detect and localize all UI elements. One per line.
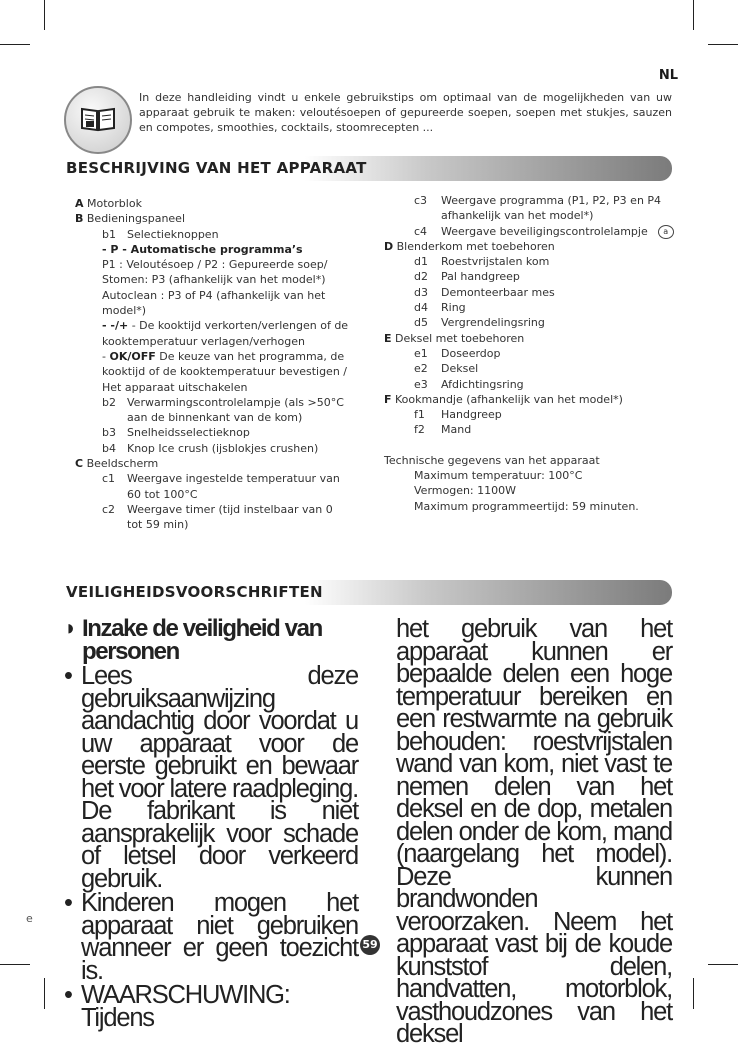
list-item: e3 Afdichtingsring (414, 377, 524, 391)
list-item: - -/+ - De kooktijd verkorten/verlengen of de kooktemperatuur verlagen/verhogen (102, 319, 349, 348)
list-item: E Deksel met toebehoren (384, 331, 525, 345)
section-title: VEILIGHEIDSVOORSCHRIFTEN (66, 583, 323, 601)
list-item: D Blenderkom met toebehoren (384, 239, 555, 253)
crop-mark (0, 44, 30, 45)
list-item: c3 Weergave programma (P1, P2, P3 en P4 afhankelijk van het model*) (414, 194, 662, 223)
list-item: - P - Automatische programma’s (102, 242, 303, 256)
list-item: b2 Verwarmingscontrolelampje (als >50°C aan de binnenkant van de kom) (102, 395, 344, 425)
parts-list-left (60, 196, 350, 533)
crop-mark (0, 964, 30, 965)
crop-mark (44, 0, 45, 30)
list-item: A Motorblok (75, 197, 142, 210)
list-item: C Beeldscherm (75, 457, 159, 471)
list-item: F Kookmandje (afhankelijk van het model*) (384, 392, 623, 406)
list-item: Autoclean : P3 of P4 (afhankelijk van het model*) (102, 288, 326, 318)
safety-column-left (64, 615, 358, 1032)
parts-list-right (384, 193, 684, 514)
safety-bullet: • Kinderen mogen het apparaat niet gebruiken wanneer er geen toezicht is. (64, 889, 358, 985)
crop-mark (693, 978, 694, 1009)
tech-spec: Maximum programmeertijd: 59 minuten. (414, 499, 639, 513)
page-number: 59 (360, 935, 380, 955)
list-item: c1 Weergave ingestelde temperatuur van 60 tot 100°C (102, 472, 340, 501)
safety-bullet: • Lees deze gebruiksaanwijzing aandachtig door voordat u uw apparaat voor de eerste gebruikt en bewaar het voor latere raadpleging. De fabrikant is niet aansprakelijk voor schade of letsel door verkeerd gebruik. (64, 662, 358, 893)
crop-mark (693, 0, 694, 30)
tech-spec: Maximum temperatuur: 100°C (414, 469, 583, 483)
section-header-description (60, 156, 672, 181)
safety-column-right: het gebruik van het apparaat kunnen er bepaalde delen een hoge temperatuur bereiken en een restwarmte na gebruik behouden: roestvrijstalen wand van kom, niet vast te nemen delen van het deksel en de dop, metalen delen onder de kom, mand (naargelang het model). Deze kunnen brandwonden veroorzaken. Neem het apparaat vast bij de koude kunststof delen, handvatten, motorblok, vasthoudzones van het deksel (396, 615, 672, 1048)
safety-heading: ◗ Inzake de veiligheid van personen (64, 615, 322, 665)
section-header-safety (60, 580, 672, 605)
safety-lamp-symbol: a (658, 225, 674, 239)
list-item: d2 Pal handgreep (414, 270, 520, 284)
manual-book-icon (64, 86, 132, 154)
section-title: BESCHRIJVING VAN HET APPARAAT (66, 159, 367, 177)
list-item: e1 Doseerdop (414, 346, 501, 360)
list-item: f2 Mand (414, 423, 472, 437)
list-item: c2 Weergave timer (tijd instelbaar van 0 tot 59 min) (102, 502, 333, 532)
list-item: b1 Selectieknoppen (102, 227, 219, 241)
crop-mark (708, 44, 738, 45)
crop-mark (708, 964, 738, 965)
list-item: P1 : Veloutésoep / P2 : Gepureerde soep/ Stomen: P3 (afhankelijk van het model*) (102, 258, 328, 287)
list-item: B Bedieningspaneel (75, 212, 186, 226)
side-mark: e (26, 912, 33, 925)
heading-marker-icon: ◗ (64, 615, 76, 640)
list-item: d3 Demonteerbaar mes (414, 285, 555, 299)
list-item: d1 Roestvrijstalen kom (414, 255, 550, 269)
list-item: - OK/OFF De keuze van het programma, de kooktijd of de kooktemperatuur bevestigen / Het apparaat uitschakelen (102, 349, 348, 394)
list-item: c4 Weergave beveiligingscontrolelampje a (384, 224, 684, 239)
list-item: b3 Snelheidsselectieknop (102, 426, 250, 440)
list-item: f1 Handgreep (414, 408, 502, 422)
list-item: d5 Vergrendelingsring (414, 316, 545, 330)
list-item: b4 Knop Ice crush (ijsblokjes crushen) (102, 441, 319, 455)
intro-text: In deze handleiding vindt u enkele gebruikstips om optimaal van de mogelijkheden van uw apparaat gebruik te maken: veloutésoepen of gepureerde soepen, soepen met stukjes, sauzen en compotes, smoothies, cocktails, stoomrecepten ... (139, 91, 672, 134)
list-item: d4 Ring (414, 301, 466, 315)
crop-mark (44, 978, 45, 1009)
list-item: e2 Deksel (414, 362, 479, 376)
tech-spec: Vermogen: 1100W (414, 484, 517, 498)
language-code: NL (658, 68, 678, 83)
tech-specs-title: Technische gegevens van het apparaat (384, 453, 600, 467)
safety-bullet: • WAARSCHUWING: Tijdens (64, 981, 290, 1032)
